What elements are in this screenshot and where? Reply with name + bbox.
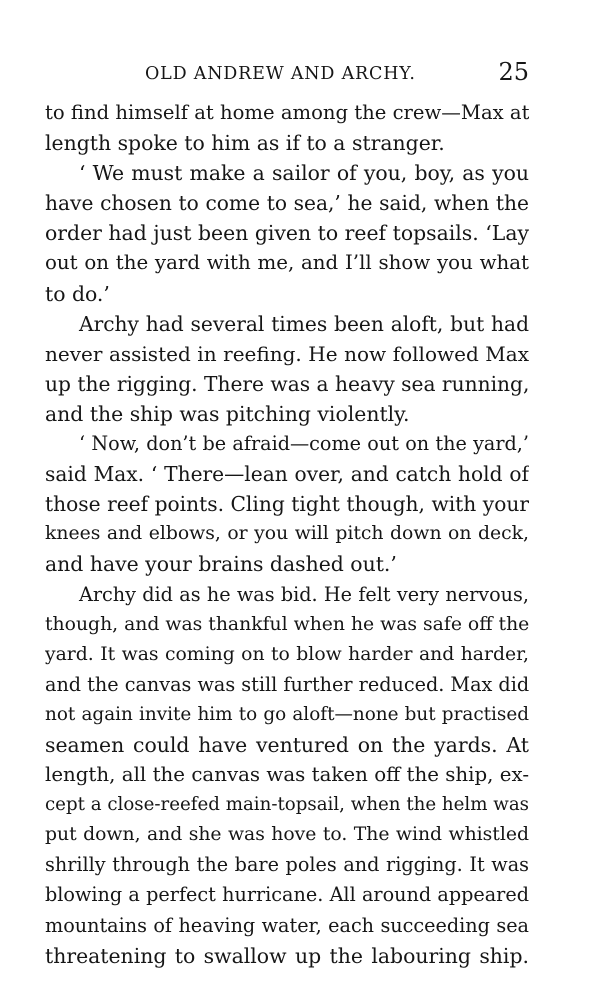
text-line: shrilly through the bare poles and rigging. It was (45, 853, 529, 877)
text-line: mountains of heaving water, each succeeding sea (45, 913, 529, 937)
text-line: Archy did as he was bid. He felt very nervous, (79, 582, 529, 606)
text-line: length, all the canvas was taken off the ship, ex- (45, 763, 529, 787)
text-line: Archy had several times been aloft, but had (79, 311, 529, 336)
body-text (45, 98, 529, 971)
text-line: up the rigging. There was a heavy sea running, (45, 371, 529, 396)
text-line: cept a close-reefed main-topsail, when the helm was (45, 794, 529, 816)
text-line: blowing a perfect hurricane. All around appeared (45, 883, 529, 907)
text-line: yard. It was coming on to blow harder and harder, (45, 643, 529, 665)
text-line: threatening to swallow up the labouring ship. (45, 943, 529, 968)
text-line: ‘ We must make a sailor of you, boy, as you (79, 161, 529, 186)
text-line: not again invite him to go aloft—none but practised (45, 703, 529, 725)
text-line: out on the yard with me, and I’ll show you what (45, 251, 529, 275)
text-line: have chosen to come to sea,’ he said, when the (45, 191, 529, 216)
text-line: to find himself at home among the crew—Max at (45, 101, 529, 124)
text-line: length spoke to him as if to a stranger. (45, 131, 445, 156)
running-head (45, 58, 529, 90)
text-line: knees and elbows, or you will pitch down on deck, (45, 523, 529, 545)
page-number: 25 (498, 58, 529, 86)
text-line: and the canvas was still further reduced. Max did (45, 672, 529, 696)
text-line: order had just been given to reef topsails. ‘Lay (45, 221, 529, 246)
text-line: ‘ Now, don’t be afraid—come out on the yard,’ (79, 432, 529, 456)
text-line: seamen could have ventured on the yards. At (45, 732, 529, 757)
text-line: to do.’ (45, 281, 110, 306)
text-line: though, and was thankful when he was safe off the (45, 613, 529, 635)
text-line: said Max. ‘ There—lean over, and catch hold of (45, 462, 529, 487)
text-line: never assisted in reefing. He now followed Max (45, 341, 529, 366)
text-line: those reef points. Cling tight though, with your (45, 492, 529, 517)
text-line: and have your brains dashed out.’ (45, 552, 397, 577)
text-line: and the ship was pitching violently. (45, 401, 410, 426)
text-line: put down, and she was hove to. The wind whistled (45, 824, 529, 846)
running-title: OLD ANDREW AND ARCHY. (145, 64, 416, 84)
